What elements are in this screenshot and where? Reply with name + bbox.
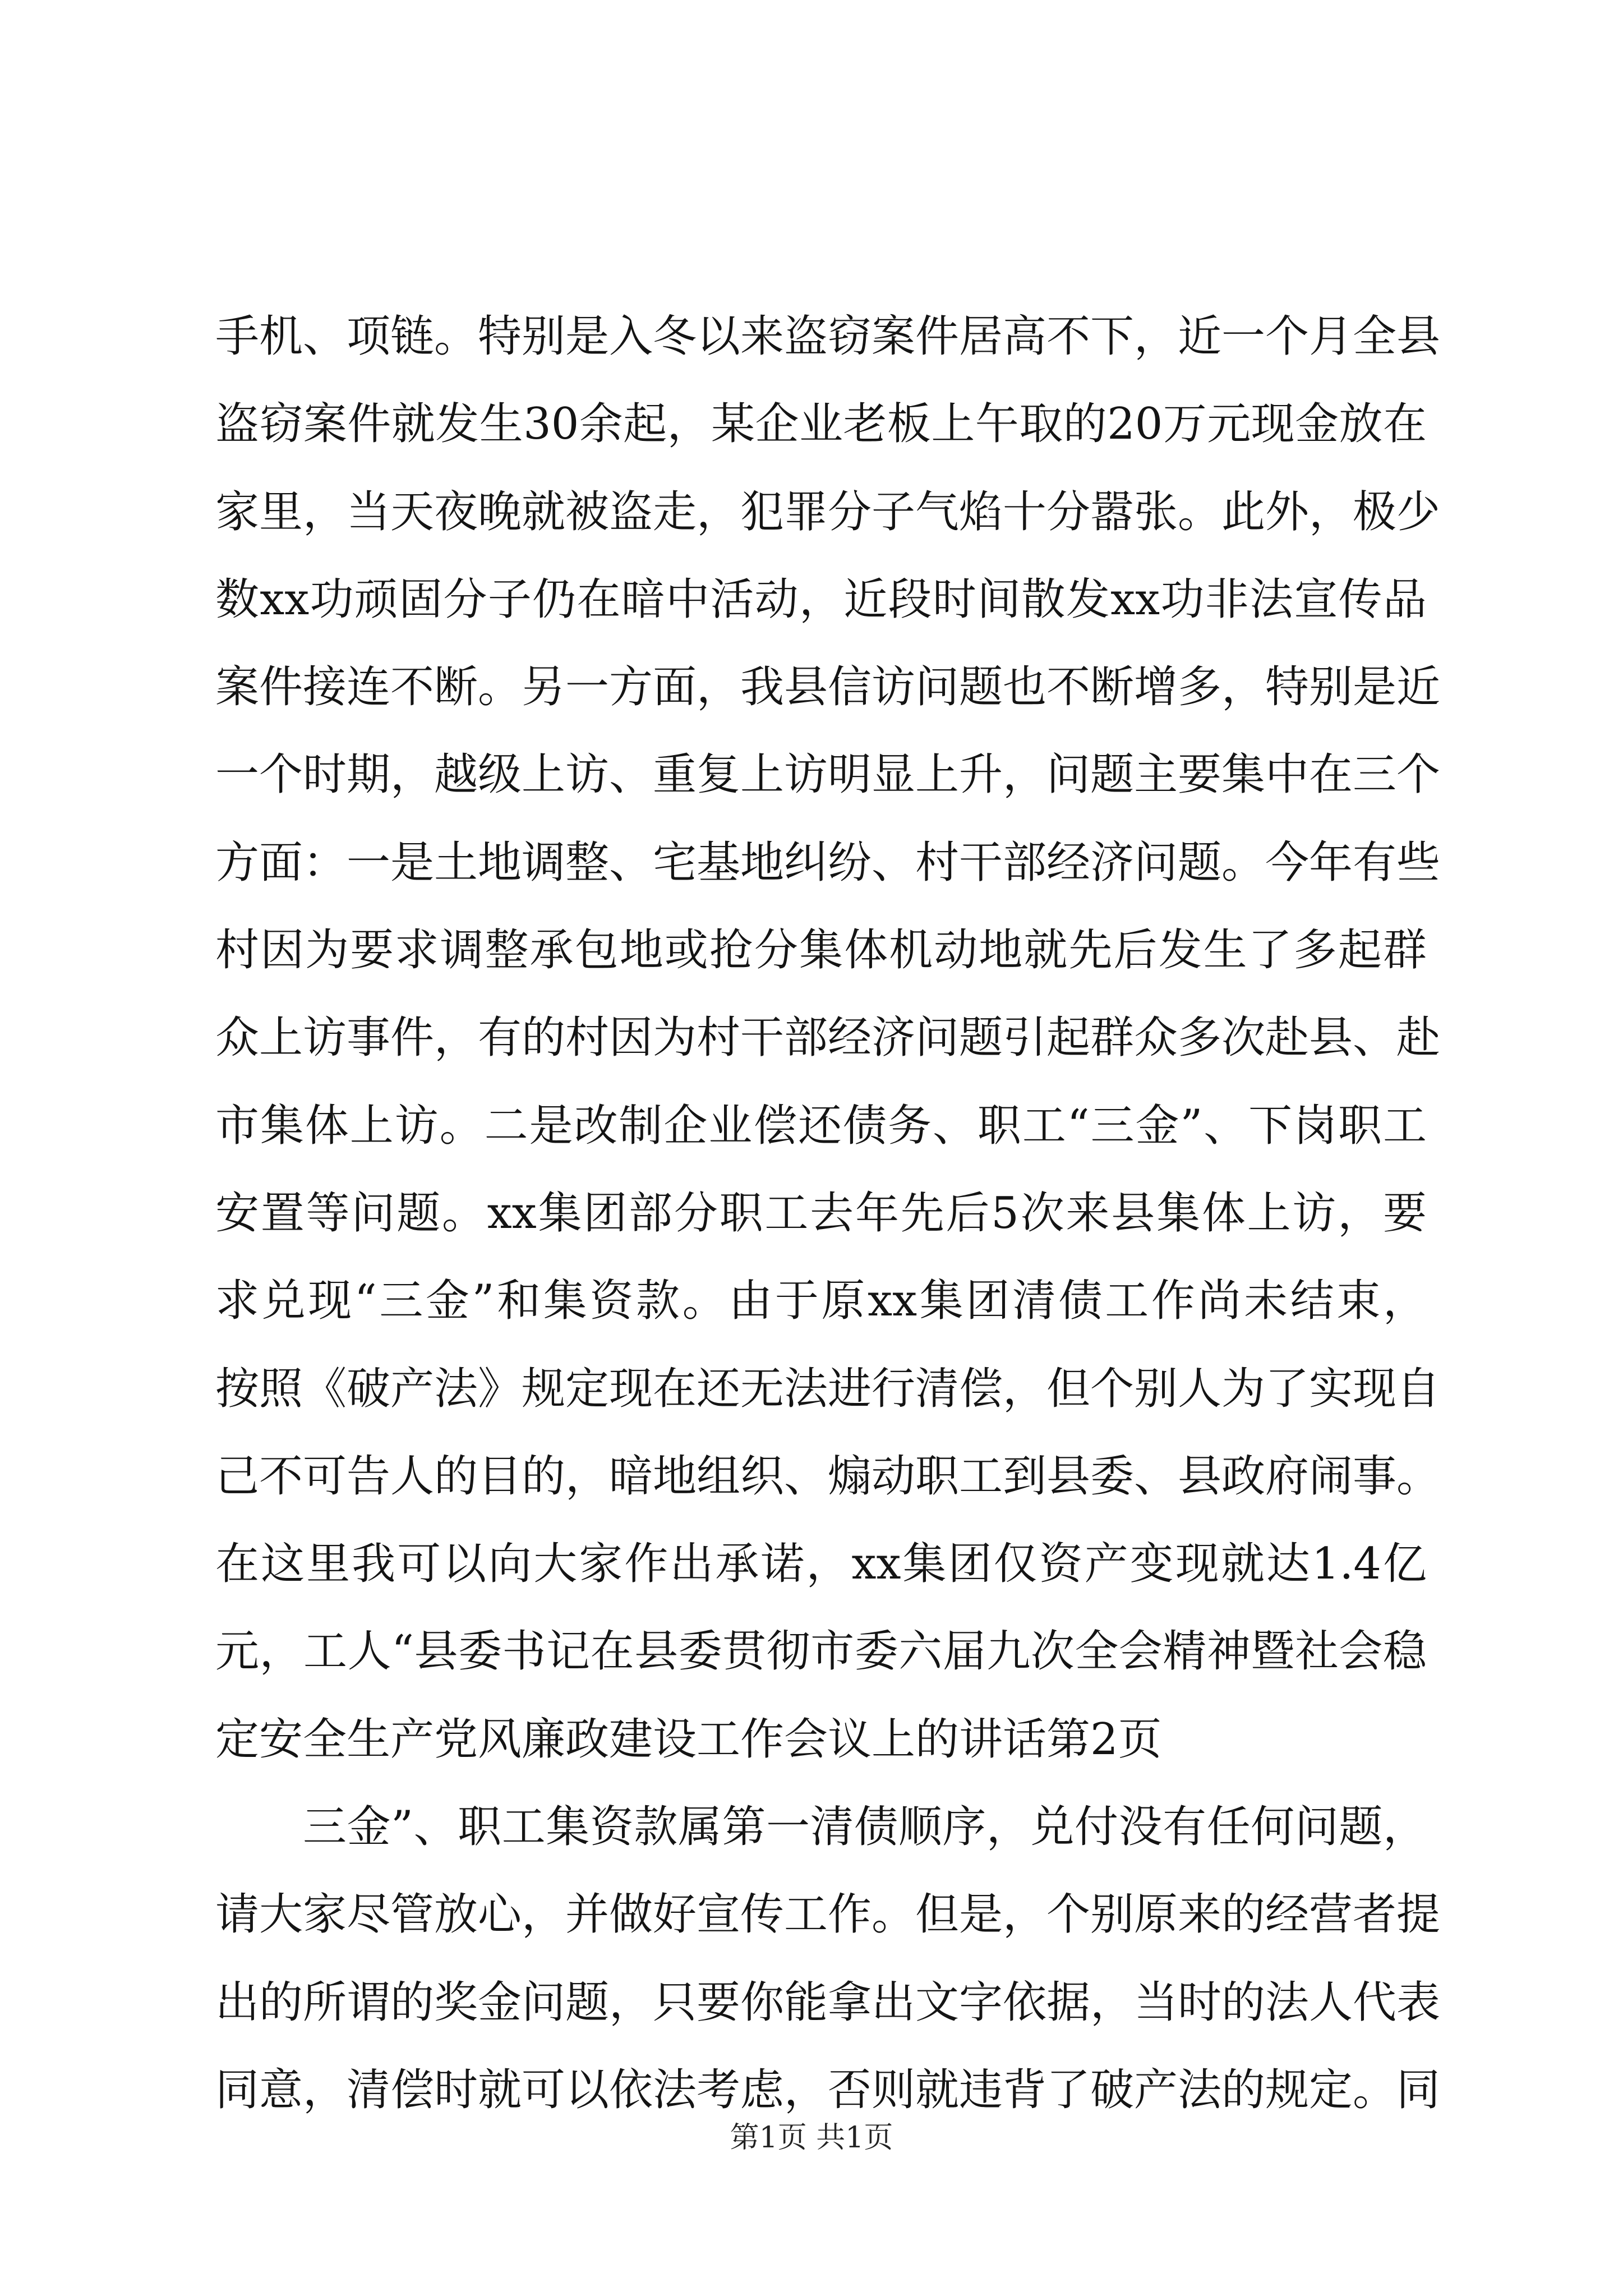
text-line: 定安全生产党风廉政建设工作会议上的讲话第2页 <box>215 1714 1162 1765</box>
text-line: 手机、项链。特别是入冬以来盗窃案件居高不下，近一个月全县 <box>215 311 1441 362</box>
paragraph-2 <box>215 1783 1441 2134</box>
paragraph-1 <box>215 293 1441 1783</box>
text-line: 请大家尽管放心，并做好宣传工作。但是，个别原来的经营者提 <box>215 1889 1441 1940</box>
text-line: 同意，清偿时就可以依法考虑，否则就违背了破产法的规定。同 <box>215 2064 1441 2115</box>
text-line: 三金”、职工集资款属第一清债顺序，兑付没有任何问题， <box>303 1802 1427 1853</box>
text-line: 一个时期，越级上访、重复上访明显上升，问题主要集中在三个 <box>215 749 1441 800</box>
text-line: 元，工人“县委书记在县委贯彻市委六届九次全会精神暨社会稳 <box>215 1626 1427 1677</box>
text-line: 在这里我可以向大家作出承诺，xx集团仅资产变现就达1.4亿 <box>215 1539 1427 1590</box>
text-line: 按照《破产法》规定现在还无法进行清偿，但个别人为了实现自 <box>215 1363 1441 1414</box>
text-line: 市集体上访。二是改制企业偿还债务、职工“三金”、下岗职工 <box>215 1100 1427 1151</box>
text-line: 己不可告人的目的，暗地组织、煽动职工到县委、县政府闹事。 <box>215 1451 1441 1502</box>
text-line: 家里，当天夜晚就被盗走，犯罪分子气焰十分嚣张。此外，极少 <box>215 486 1441 537</box>
text-line: 求兑现“三金”和集资款。由于原xx集团清债工作尚未结束， <box>215 1276 1427 1327</box>
text-line: 出的所谓的奖金问题，只要你能拿出文字依据，当时的法人代表 <box>215 1977 1441 2028</box>
document-body <box>215 293 1441 2134</box>
text-line: 案件接连不断。另一方面，我县信访问题也不断增多，特别是近 <box>215 662 1441 713</box>
text-line: 众上访事件，有的村因为村干部经济问题引起群众多次赴县、赴 <box>215 1013 1441 1064</box>
page-footer <box>0 2114 1623 2156</box>
text-line: 安置等问题。xx集团部分职工去年先后5次来县集体上访，要 <box>215 1188 1427 1239</box>
text-line: 村因为要求调整承包地或抢分集体机动地就先后发生了多起群 <box>215 925 1427 976</box>
text-line: 盗窃案件就发生30余起，某企业老板上午取的20万元现金放在 <box>215 399 1427 450</box>
text-line: 数xx功顽固分子仍在暗中活动，近段时间散发xx功非法宣传品 <box>215 574 1427 625</box>
text-line: 方面：一是土地调整、宅基地纠纷、村干部经济问题。今年有些 <box>215 837 1441 888</box>
page-number: 第1页 共1页 <box>730 2121 893 2155</box>
